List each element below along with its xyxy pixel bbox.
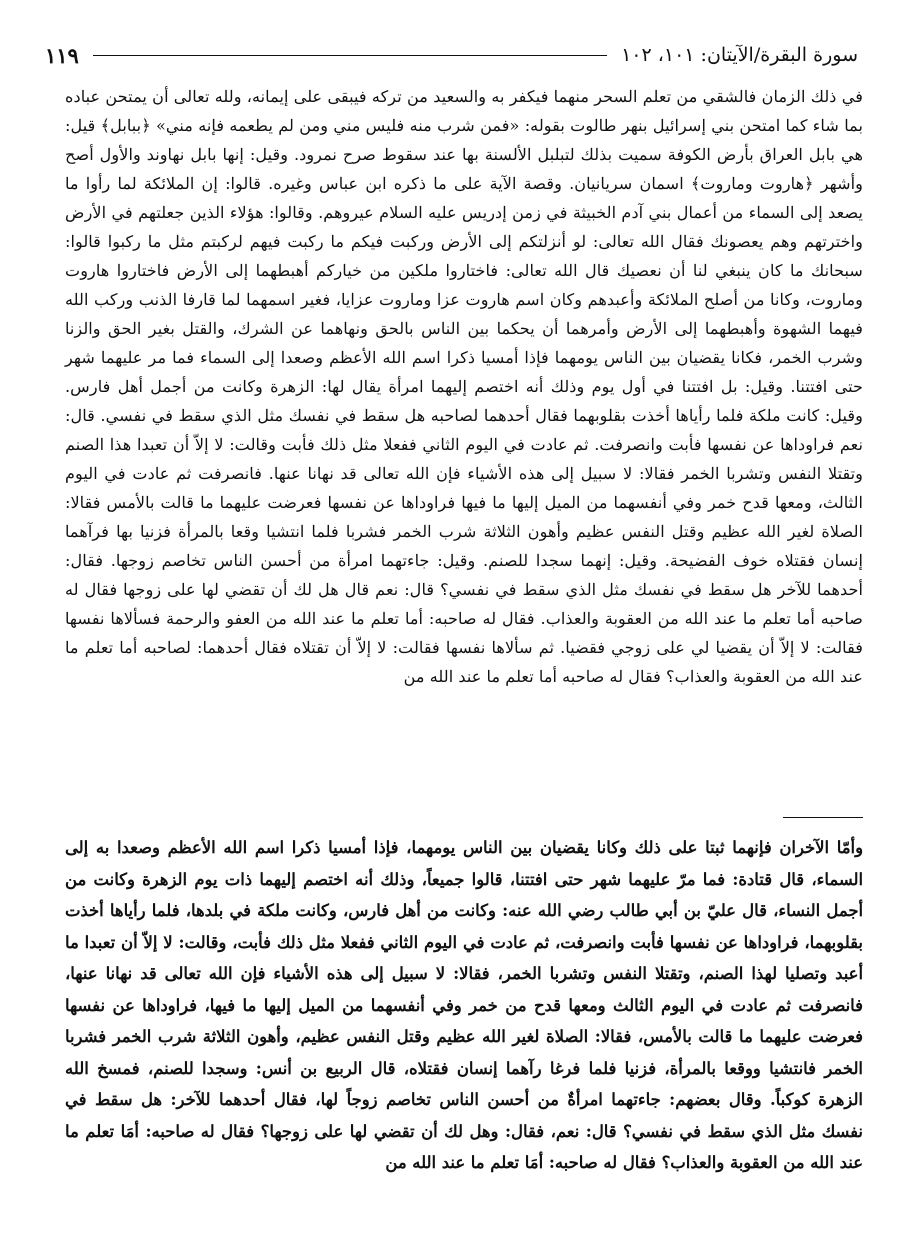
footnote-block	[65, 832, 863, 1179]
header-rule	[93, 55, 607, 56]
footnote-divider	[783, 817, 863, 818]
main-paragraph: في ذلك الزمان فالشقي من تعلم السحر منهما فيكفر به والسعيد من تركه فيبقى على إيمانه، ولله تعالى أن يمتحن عباده بما شاء كما امتحن بني إسرائيل بنهر طالوت بقوله: «فمن شرب منه فليس مني ومن لم يطعمه فإنه مني» ﴿ببابل﴾ قيل: هي بابل العراق بأرض الكوفة سميت بذلك لتبلبل الألسنة بها عند سقوط صرح نمرود. وقيل: إنها بابل نهاوند والأول أصح وأشهر ﴿هاروت وماروت﴾ اسمان سريانيان. وقصة الآية على ما ذكره ابن عباس وغيره. قالوا: إن الملائكة لما رأوا ما يصعد إلى السماء من أعمال بني آدم الخبيثة في زمن إدريس عليه السلام عيروهم. وقالوا: هؤلاء الذين جعلتهم في الأرض واخترتهم وهم يعصونك فقال الله تعالى: لو أنزلتكم إلى الأرض وركبت فيكم ما ركبت فيهم لركبتم مثل ما ركبوا قالوا: سبحانك ما كان ينبغي لنا أن نعصيك قال الله تعالى: فاختاروا ملكين من خياركم أهبطهما إلى الأرض فاختاروا هاروت وماروت، وكانا من أصلح الملائكة وأعبدهم وكان اسم هاروت عزا وماروت عزايا، فغير اسمهما لما قارفا الذنب وركب الله فيهما الشهوة وأهبطهما إلى الأرض وأمرهما أن يحكما بين الناس بالحق ونهاهما عن الشرك، والقتل بغير الحق والزنا وشرب الخمر، فكانا يقضيان بين الناس يومهما فإذا أمسيا ذكرا اسم الله الأعظم وصعدا إلى السماء فما مر عليهما شهر حتى افتتنا. وقيل: بل افتتنا في أول يوم وذلك أنه اختصم إليهما امرأة يقال لها: الزهرة وكانت من أجمل أهل فارس. وقيل: كانت ملكة فلما رأياها أخذت بقلوبهما فقال أحدهما لصاحبه هل سقط في نفسك مثل الذي سقط في نفسي. قال: نعم فراوداها عن نفسها فأبت وانصرفت. ثم عادت في اليوم الثاني ففعلا مثل ذلك فأبت وقالت: لا إلاّ أن تعبدا هذا الصنم وتقتلا النفس وتشربا الخمر فقالا: لا سبيل إلى هذه الأشياء فإن الله تعالى قد نهانا عنها. فانصرفت ثم عادت في اليوم الثالث، ومعها قدح خمر وفي أنفسهما من الميل إليها ما فيها فراوداها عن نفسها فعرضت عليهما ما قالت بالأمس فقالا: الصلاة لغير الله عظيم وقتل النفس عظيم وأهون الثلاثة شرب الخمر فشربا فلما انتشيا وقعا بالمرأة فزنيا بها فرآهما إنسان فقتلاه خوف الفضيحة. وقيل: إنهما سجدا للصنم. وقيل: جاءتهما امرأة من أحسن الناس تخاصم زوجها. فقال: أحدهما للآخر هل سقط في نفسك مثل الذي سقط في نفسي؟ قال: نعم قال هل لك أن تقضي لها على زوجها فقال له صاحبه أما تعلم ما عند الله من العقوبة والعذاب. فقال له صاحبه: أما تعلم ما عند الله من العفو والرحمة فسألاها نفسها فقالت: لا إلاّ أن يقضيا لي على زوجي فقضيا. ثم سألاها نفسها فقالت: لا إلاّ أن تقتلاه فقال أحدهما: لصاحبه أما تعلم ما عند الله من العقوبة والعذاب؟ فقال له صاحبه أما تعلم ما عند الله من	[65, 87, 863, 686]
footnote-paragraph: وأمّا الآخران فإنهما ثبتا على ذلك وكانا يقضيان بين الناس يومهما، فإذا أمسيا ذكرا اسم الله الأعظم وصعدا به إلى السماء، قال قتادة: فما مرّ عليهما شهر حتى افتتنا، قالوا جميعاً، وذلك أنه اختصم إليهما ذات يوم الزهرة وكانت من أجمل النساء، قال عليّ بن أبي طالب رضي الله عنه: وكانت من أهل فارس، وكانت ملكة في بلدها، فلما رأياها أخذت بقلوبهما، فراوداها عن نفسها فأبت وانصرفت، ثم عادت في اليوم الثاني ففعلا مثل ذلك فأبت، وقالت: لا إلاّ أن تعبدا ما أعبد وتصليا لهذا الصنم، وتقتلا النفس وتشربا الخمر، فقالا: لا سبيل إلى هذه الأشياء فإن الله تعالى قد نهانا عنها، فانصرفت ثم عادت في اليوم الثالث ومعها قدح من خمر وفي أنفسهما من الميل إليها ما فيها، فراوداها عن نفسها فعرضت عليهما ما قالت بالأمس، فقالا: الصلاة لغير الله عظيم وقتل النفس عظيم، وأهون الثلاثة شرب الخمر فشربا الخمر فانتشيا ووقعا بالمرأة، فزنيا فلما فرغا رآهما إنسان فقتلاه، قال الربيع بن أنس: وسجدا للصنم، فمسخ الله الزهرة كوكباً. وقال بعضهم: جاءتهما امرأةٌ من أحسن الناس تخاصم زوجاً لها، فقال أحدهما للآخر: هل سقط في نفسك مثل الذي سقط في نفسي؟ قال: نعم، فقال: وهل لك أن تقضي لها على زوجها؟ فقال له صاحبه: أمَا تعلم ما عند الله من العقوبة والعذاب؟ فقال له صاحبه: أمَا تعلم ما عند الله من	[65, 838, 863, 1172]
running-title: سورة البقرة/الآيتان: ١٠١، ١٠٢	[621, 44, 858, 66]
page-number: ١١٩	[45, 42, 79, 68]
page-header	[45, 38, 858, 72]
main-text-block	[65, 82, 863, 691]
